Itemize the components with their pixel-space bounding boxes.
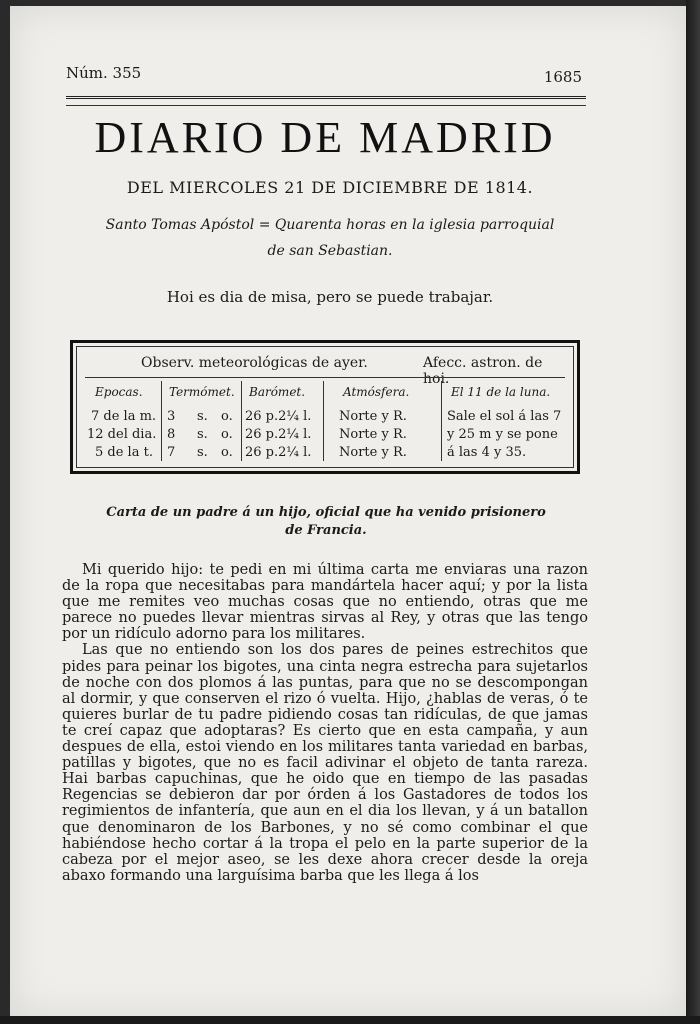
header-rule-thin [66, 105, 586, 106]
row-barometro: 26 p.2¼ l. [245, 445, 312, 460]
issue-date: DEL MIERCOLES 21 DE DICIEMBRE DE 1814. [126, 178, 534, 197]
row-temp-grade: o. [221, 445, 233, 460]
saint-line-1: Santo Tomas Apóstol = Quarenta horas en la iglesia parroquial [105, 217, 555, 233]
saint-line-2: de san Sebastian. [267, 243, 393, 259]
mass-notice: Hoi es dia de misa, pero se puede trabajar. [166, 288, 494, 306]
col-atmosfera: Atmósfera. [343, 385, 410, 399]
meteo-heading-right: Afecc. astron. de hoi. [423, 355, 543, 387]
row-temp: 7 [167, 445, 176, 460]
newspaper-page [10, 6, 686, 1018]
scan-bottom [0, 1016, 700, 1024]
col-divider [323, 381, 324, 461]
row-temp-scale: s. [197, 409, 208, 424]
col-baromet: Barómet. [249, 385, 306, 399]
header-rule [66, 96, 586, 102]
masthead-title: DIARIO DE MADRID [94, 113, 556, 162]
row-epoca: 7 de la m. [91, 409, 157, 424]
paragraph: Mi querido hijo: te pedi en mi última carta me enviaras una razon de la ropa que necesitabas para mandártela hacer aquí; y por la lista que me remites veo muchas cosas que no entiendo, otras que me parece no puedes llevar mientras sirvas al Rey, y otras que las tengo por un ridículo adorno para los militares. [62, 562, 588, 643]
letter-title-line-1: Carta de un padre á un hijo, oficial que ha venido prisionero [106, 505, 546, 520]
issue-number: Núm. 355 [66, 64, 142, 82]
row-temp-grade: o. [221, 409, 233, 424]
luna-line: Sale el sol á las 7 [447, 409, 562, 424]
saint-of-day [100, 212, 560, 264]
col-divider [241, 381, 242, 461]
luna-line: y 25 m y se pone [447, 427, 558, 442]
meteo-divider [85, 377, 565, 378]
row-temp-grade: o. [221, 427, 233, 442]
letter-title-line-2: de Francia. [285, 523, 367, 538]
meteo-heading-left: Observ. meteorológicas de ayer. [141, 355, 368, 371]
row-epoca: 12 del dia. [87, 427, 157, 442]
row-atmosfera: Norte y R. [339, 409, 407, 424]
row-barometro: 26 p.2¼ l. [245, 427, 312, 442]
col-epocas: Epocas. [95, 385, 143, 399]
meteorological-table [70, 340, 580, 474]
row-temp: 3 [167, 409, 176, 424]
scan-edge [686, 0, 700, 1024]
col-divider [161, 381, 162, 461]
row-barometro: 26 p.2¼ l. [245, 409, 312, 424]
col-luna: El 11 de la luna. [451, 385, 551, 399]
col-divider [441, 381, 442, 461]
row-temp: 8 [167, 427, 176, 442]
row-atmosfera: Norte y R. [339, 445, 407, 460]
luna-line: á las 4 y 35. [447, 445, 527, 460]
paragraph: Las que no entiendo son los dos pares de peines estrechitos que pides para peinar los bigotes, una cinta negra estrecha para sujetarlos de noche con dos plomos á las puntas, para que no se descompongan al dormir, y que conserven el rizo ó vuelta. Hijo, ¿hablas de veras, ó te quieres burlar de tu padre pidiendo cosas tan ridículas, de que jamas te creí capaz que adoptaras? Es cierto que en esta campaña, y aun despues de ella, estoi viendo en los militares tanta variedad en barbas, patillas y bigotes, que no es facil adivinar el objeto de tanta rareza. Hai barbas capuchinas, que he oido que en tiempo de las pasadas Regencias se debieron dar por órden á los Gastadores de todos los regimientos de infantería, que aun en el dia los llevan, y á un batallon que denominaron de los Barbones, y no sé como combinar el que habiéndose hecho cortar á la tropa el pelo en la parte superior de la cabeza por el mejor aseo, se les dexe ahora crecer desde la oreja abaxo formando una larguísima barba que les llega á los [62, 642, 588, 884]
letter-title [96, 504, 556, 540]
row-epoca: 5 de la t. [95, 445, 153, 460]
row-atmosfera: Norte y R. [339, 427, 407, 442]
page-number: 1685 [543, 68, 582, 86]
letter-body [62, 562, 588, 884]
col-termomet: Termómet. [169, 385, 235, 399]
row-temp-scale: s. [197, 445, 208, 460]
row-temp-scale: s. [197, 427, 208, 442]
